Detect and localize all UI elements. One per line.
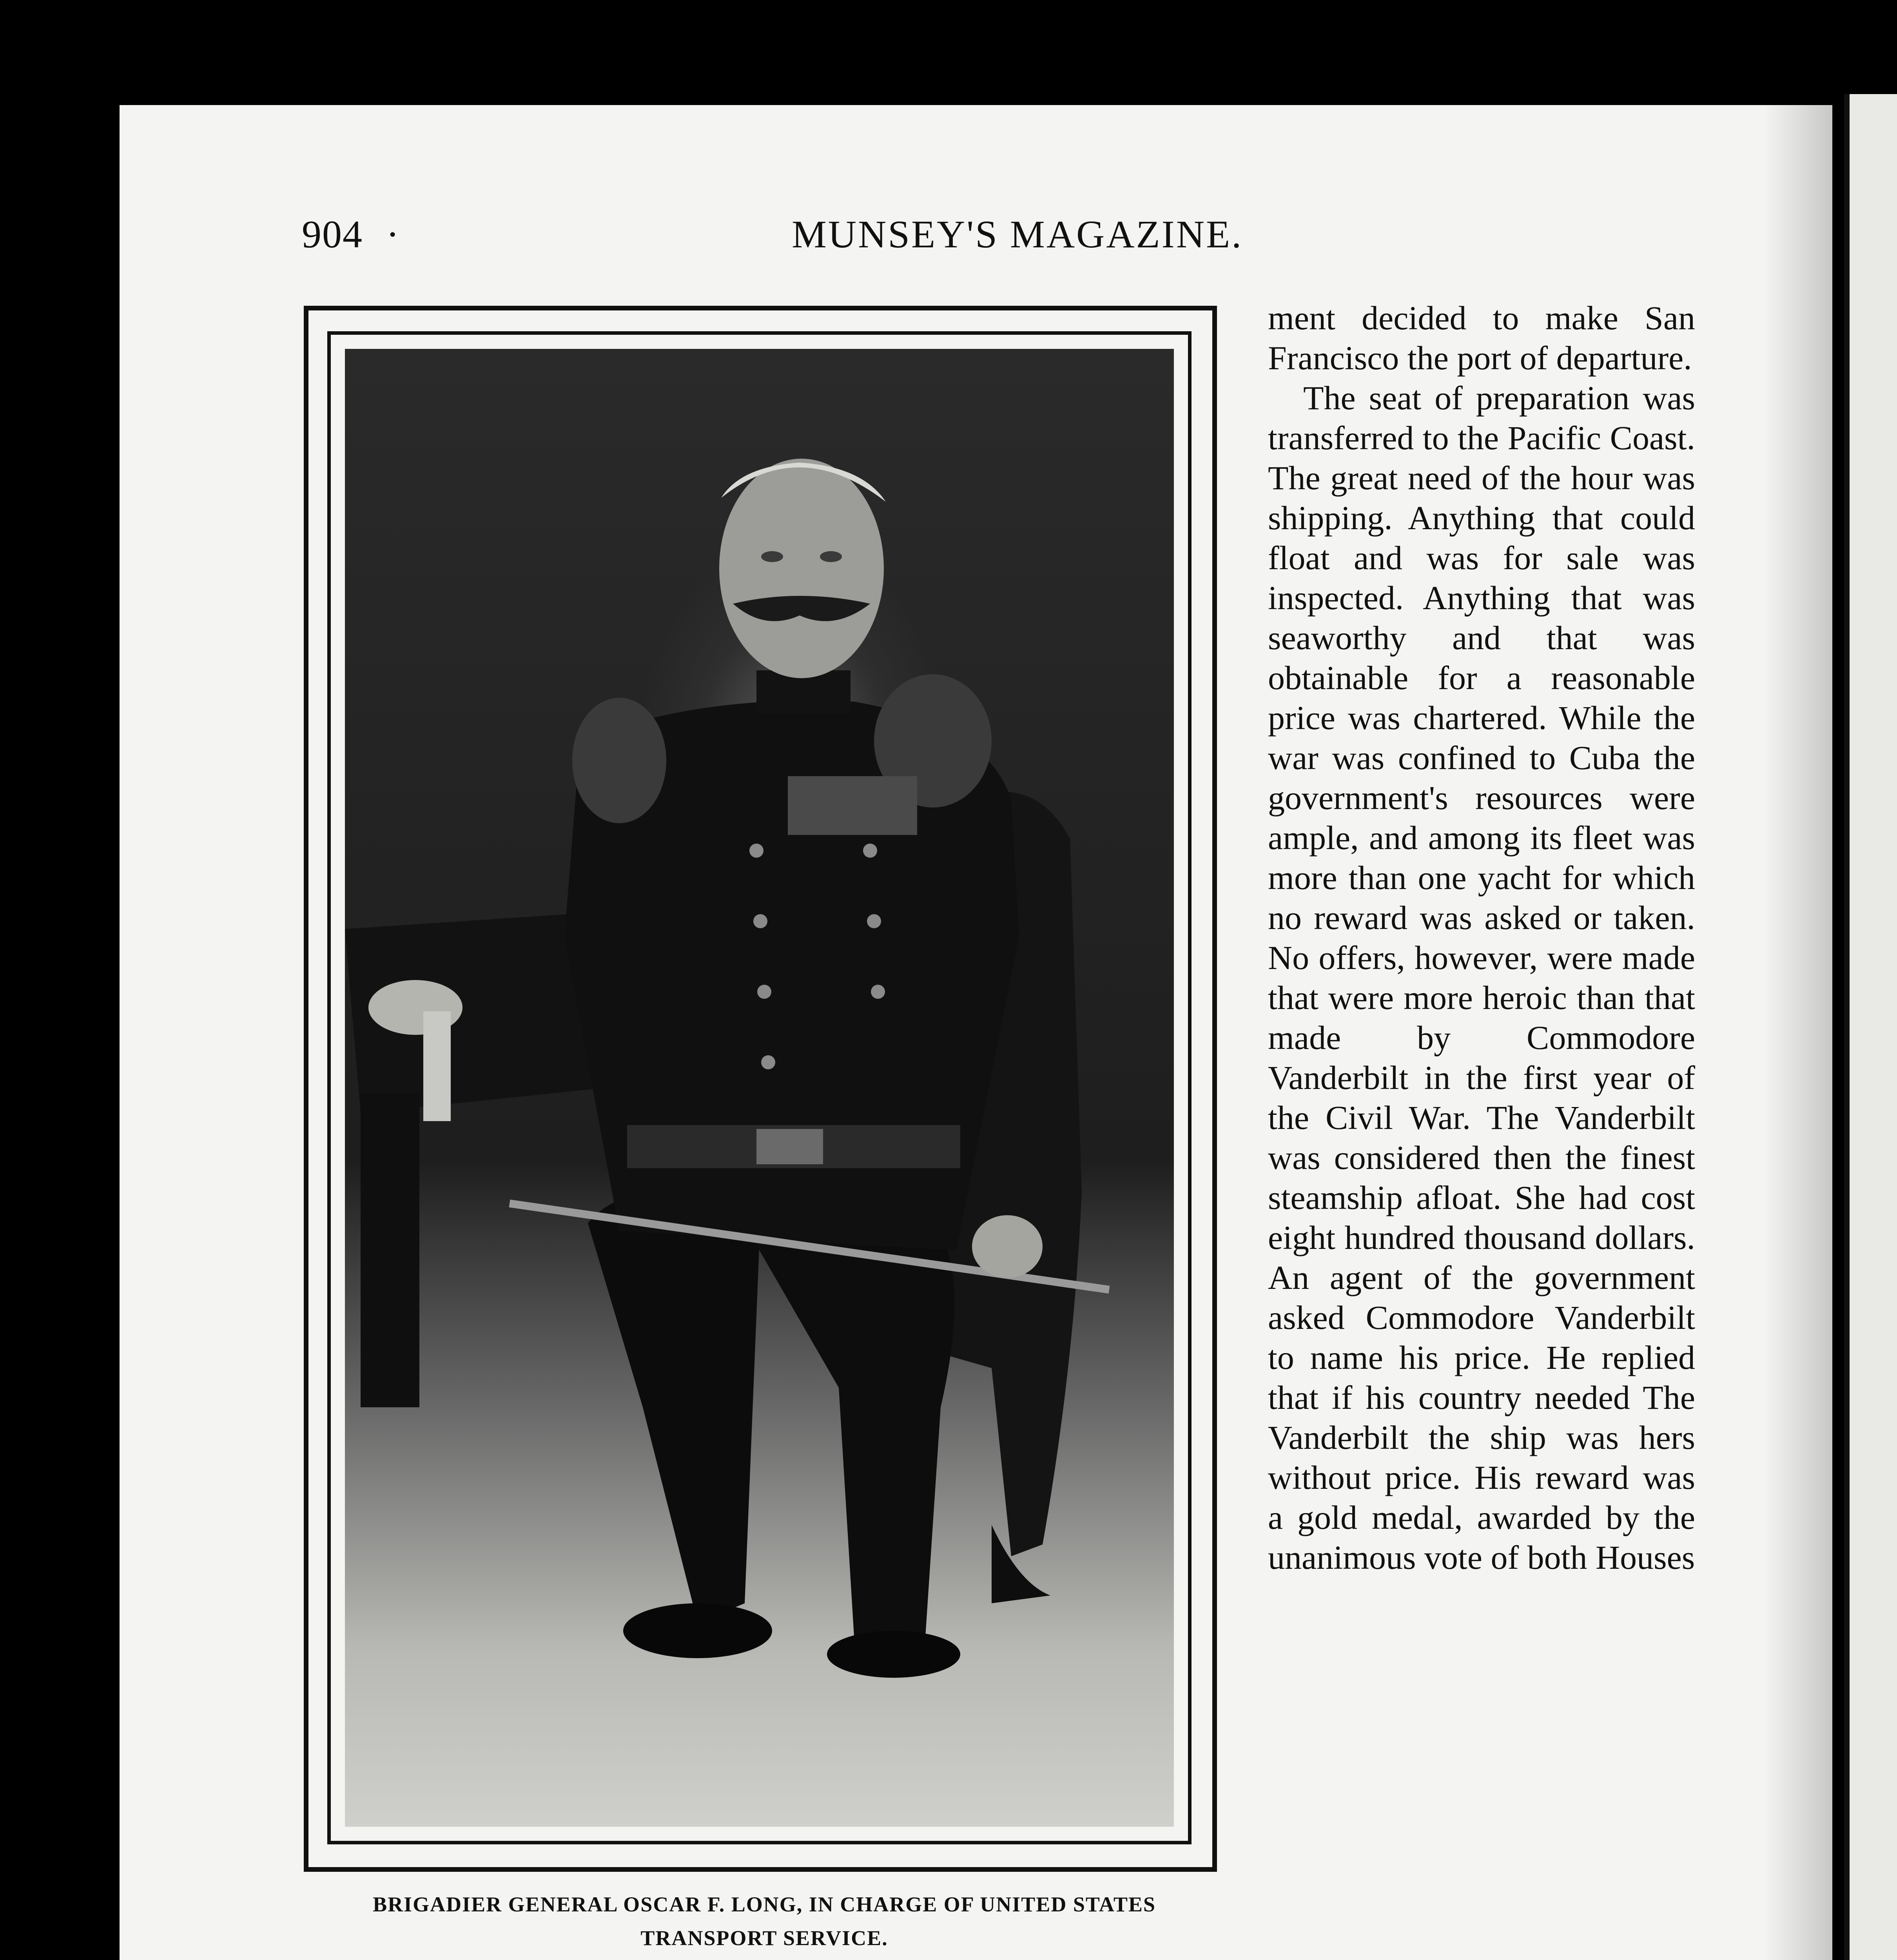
running-header-title: MUNSEY'S MAGAZINE. (792, 212, 1243, 256)
portrait-illustration (345, 349, 1174, 1827)
page-number: 904 (302, 212, 363, 256)
caption-line-1: BRIGADIER GENERAL OSCAR F. LONG, IN CHARGE OF UNITED STATES (373, 1893, 1156, 1916)
caption-line-2: TRANSPORT SERVICE. (640, 1926, 888, 1950)
portrait-photograph (345, 349, 1174, 1827)
header-separator: · (386, 212, 399, 256)
next-page-edge (1844, 94, 1897, 1960)
right-column-upper (1268, 298, 1695, 1577)
paragraph: ment decided to make San Francisco the port of departure. (1268, 299, 1695, 377)
gutter-shadow (1764, 105, 1832, 1960)
paragraph: The seat of preparation was transferred to the Pacific Coast. The great need of the hour was shipping. Anything that could float and was for sale was inspected. Anything that was seaworthy and that was obtainable for a reasonable price was chartered. While the war was confined to Cuba the government's resources were ample, and among its fleet was more than one yacht for which no reward was asked or taken. No offers, however, were made that were more heroic than that made by Commodore Vanderbilt in the first year of the Civil War. The Vanderbilt was considered then the finest steamship afloat. She had cost eight hundred thousand dollars. An agent of the government asked Commodore Vanderbilt to name his price. He replied that if his country needed The Vanderbilt the ship was hers without price. His reward was a gold medal, awarded by the unanimous vote of both Houses (1268, 379, 1695, 1576)
photo-caption (310, 1887, 1219, 1955)
